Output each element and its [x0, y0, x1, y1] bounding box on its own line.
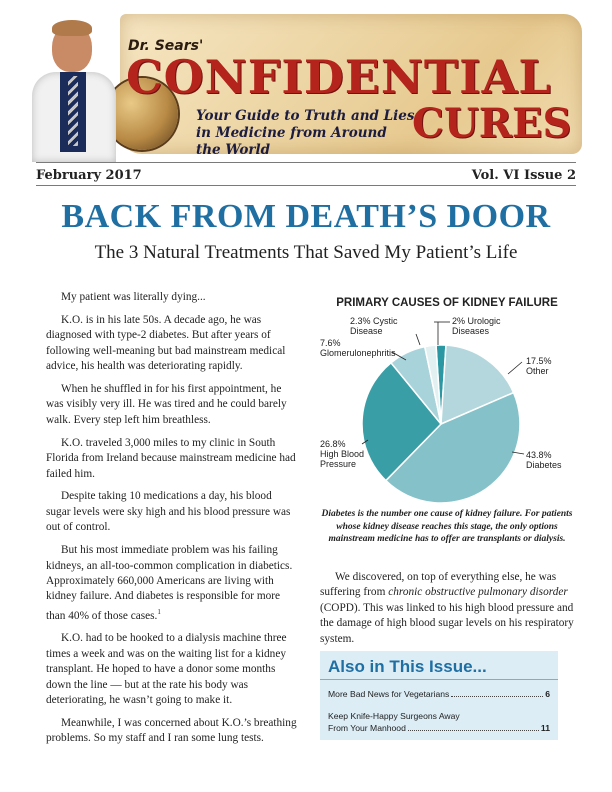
body-text: (COPD). This was linked to his high blood pressure and the damage of high blood sugar levels on his respiratory system.: [320, 601, 574, 645]
label-diabetes: 43.8% Diabetes: [526, 450, 562, 470]
label-other-leader: [508, 362, 522, 374]
body-paragraph: My patient was literally dying...: [61, 291, 206, 303]
toc-entry-page: 11: [540, 723, 550, 733]
body-paragraph: [320, 570, 576, 647]
toc-entry[interactable]: [328, 688, 550, 700]
mid-rule: [36, 185, 576, 186]
masthead: [0, 0, 612, 160]
footnote-ref: 1: [157, 607, 161, 616]
masthead-title-cures: CURES: [412, 100, 572, 147]
article-body-left: [46, 290, 298, 754]
masthead-byline: Dr. Sears': [128, 38, 204, 54]
toc-leader-dots: [408, 730, 539, 731]
body-paragraph: K.O. is in his late 50s. A decade ago, he was diagnosed with type-2 diabetes. But after years of following well-meaning but bad mainstream medical advice, his health was deteriorating rapidly.: [46, 313, 286, 373]
label-cystic-disease-leader: [416, 334, 420, 345]
article-subhead: The 3 Natural Treatments That Saved My Patient’s Life: [94, 242, 518, 263]
chart-title: PRIMARY CAUSES OF KIDNEY FAILURE: [336, 297, 558, 309]
article-body-right: [320, 570, 576, 647]
issue-volume: Vol. VI Issue 2: [471, 168, 576, 183]
toc-entry-title-line1: Keep Knife-Happy Surgeons Away: [328, 711, 460, 721]
top-rule: [36, 162, 576, 163]
masthead-tagline: Your Guide to Truth and Lies in Medicine from Around the World: [196, 108, 415, 158]
body-paragraph: Meanwhile, I was concerned about K.O.’s breathing problems. So my staff and I ran some lung tests.: [46, 717, 297, 745]
label-high-blood-pressure: 26.8% High Blood Pressure: [320, 439, 365, 469]
label-other: 17.5% Other: [526, 356, 552, 376]
label-urologic-diseases: 2% Urologic Diseases: [452, 316, 501, 336]
issue-date: February 2017: [36, 168, 142, 183]
body-paragraph: K.O. had to be hooked to a dialysis machine three times a week and was on the waiting list for a kidney transplant. He hoped to have a donor some months down the line — but at the rate his body was deteriorating, he wasn’t going to make it.: [46, 632, 287, 707]
toc-entry-title-line2: From Your Manhood: [328, 723, 406, 733]
body-paragraph: Despite taking 10 medications a day, his blood sugar levels were sky high and his blood pressure was out of control.: [46, 490, 291, 534]
doctor-portrait: [30, 18, 116, 160]
body-paragraph-with-footnote: [46, 543, 298, 624]
body-paragraph: When he shuffled in for his first appointment, he was visibly very ill. He was tired and he could barely walk. Every step left him breathless.: [46, 383, 287, 426]
body-text: We discovered, on top of everything else, he was suffering from: [320, 571, 557, 599]
body-text-emphasis: chronic obstructive pulmonary disorder: [388, 586, 568, 599]
label-glomerulonephritis: 7.6% Glomerulonephritis: [320, 338, 396, 358]
toc-leader-dots: [451, 696, 543, 697]
article-headline: BACK FROM DEATH’S DOOR: [61, 198, 551, 235]
kidney-failure-pie-chart: [316, 312, 578, 508]
body-paragraph: K.O. traveled 3,000 miles to my clinic in South Florida from Ireland because mainstream medicine had failed him.: [46, 436, 296, 480]
sidebox-title: Also in This Issue...: [328, 657, 487, 676]
toc-entry-title: More Bad News for Vegetarians: [328, 689, 450, 699]
toc-entry-page: 6: [545, 689, 550, 699]
toc-entry[interactable]: [328, 710, 550, 734]
body-paragraph-text: But his most immediate problem was his failing kidneys, an all-too-common complication in diabetics. Approximately 660,000 Americans are living with kidney failure. And diabetes is responsible for more than 40% of those cases.: [46, 544, 293, 622]
masthead-title: CONFIDENTIAL: [126, 50, 552, 104]
sidebox-divider: [320, 679, 558, 680]
also-in-this-issue-box: [320, 651, 558, 740]
label-cystic-disease: 2.3% Cystic Disease: [350, 316, 398, 336]
chart-caption: Diabetes is the number one cause of kidney failure. For patients whose kidney disease reaches this stage, the only options mainstream medicine has to offer are transplants or dialysis.: [321, 509, 573, 544]
